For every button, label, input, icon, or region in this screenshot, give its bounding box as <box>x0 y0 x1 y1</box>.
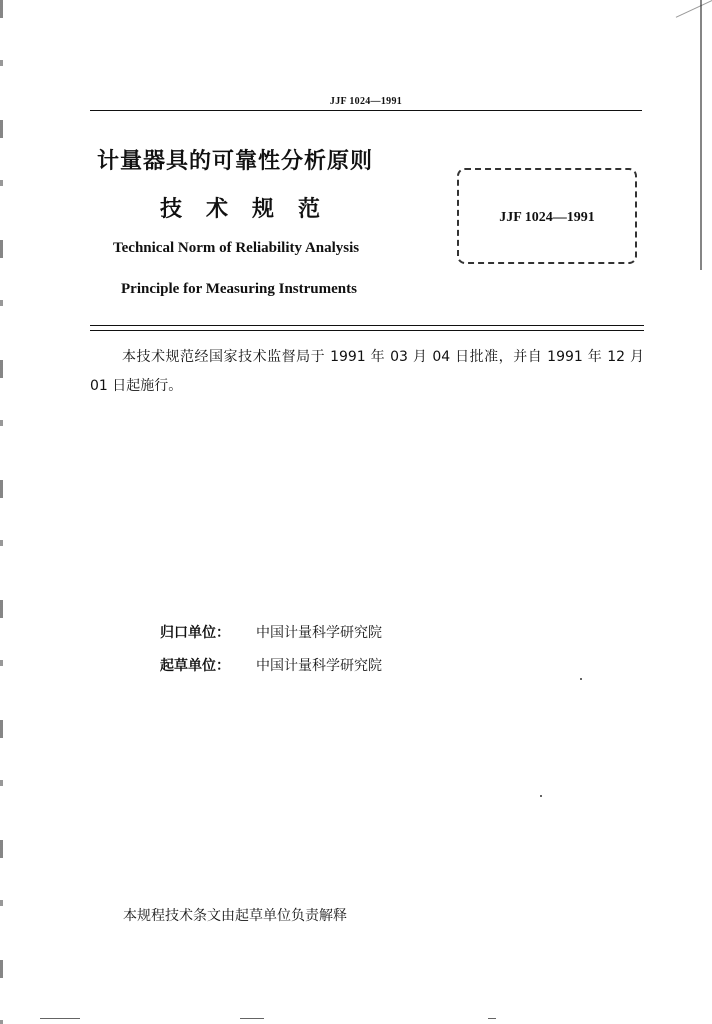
approval-statement: 本技术规范经国家技术监督局于 1991 年 03 月 04 日批准，并自 1991 年 12 月 01 日起施行。 <box>90 349 644 394</box>
standard-code-box-text: JJF 1024—1991 <box>499 210 595 225</box>
title-english-line2: Principle for Measuring Instruments <box>121 281 357 297</box>
interpretation-note: 本规程技术条文由起草单位负责解释 <box>123 908 347 924</box>
organization-row-drafting <box>160 655 382 675</box>
title-chinese-sub: 技术规范 <box>160 197 345 222</box>
section-rule-1 <box>90 325 644 326</box>
organization-value: 中国计量科学研究院 <box>256 658 382 674</box>
organization-value: 中国计量科学研究院 <box>256 625 382 641</box>
scan-bottom-mark <box>40 1018 80 1019</box>
header-standard-code: JJF 1024—1991 <box>329 96 403 107</box>
title-english-line1: Technical Norm of Reliability Analysis <box>113 240 360 256</box>
scan-bottom-mark <box>240 1018 264 1019</box>
scan-speck <box>580 678 582 680</box>
organization-label: 起草单位： <box>160 658 230 674</box>
scan-edge-left <box>0 0 3 1024</box>
scan-corner-mark <box>676 0 712 36</box>
scan-edge-right <box>700 0 702 270</box>
organization-label: 归口单位： <box>160 625 230 641</box>
title-chinese-main: 计量器具的可靠性分析原则 <box>97 149 374 174</box>
section-rule-2 <box>90 330 644 331</box>
scan-speck <box>540 795 542 797</box>
organization-row-responsible <box>160 622 382 642</box>
header-rule <box>90 110 642 111</box>
scan-bottom-mark <box>488 1018 496 1019</box>
